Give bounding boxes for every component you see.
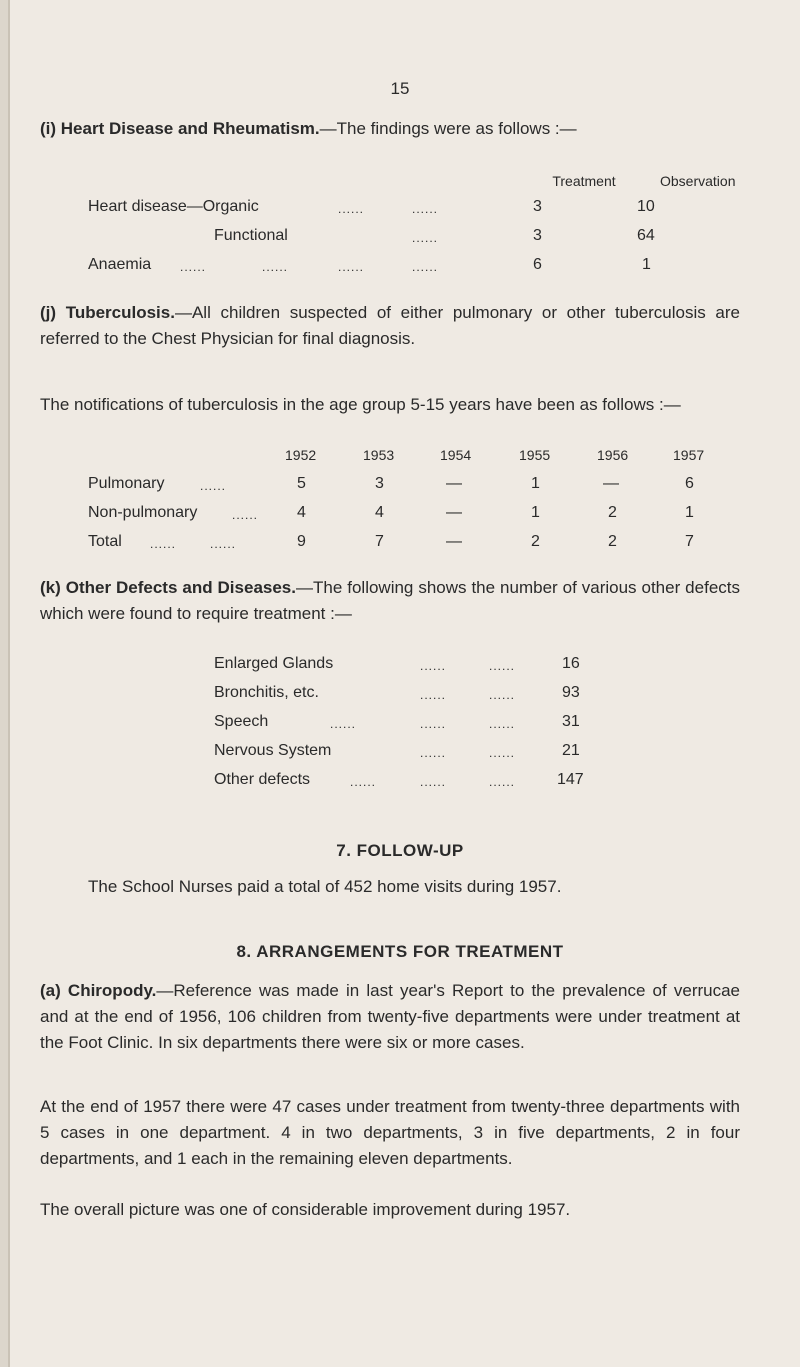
heart-col-observation: Observation bbox=[660, 173, 736, 189]
other-defects-heading: (k) Other Defects and Diseases. bbox=[40, 578, 296, 597]
tb-cell: 9 bbox=[297, 533, 306, 550]
tb-cell: — bbox=[446, 475, 462, 492]
leader-dots: ...... bbox=[338, 202, 365, 216]
leader-dots: ...... bbox=[232, 508, 259, 522]
tb-year-header: 1956 bbox=[597, 447, 629, 463]
leader-dots: ...... bbox=[200, 479, 227, 493]
leader-dots: ...... bbox=[489, 746, 516, 760]
leader-dots: ...... bbox=[262, 260, 289, 274]
other-defect-value: 147 bbox=[557, 771, 584, 788]
leader-dots: ...... bbox=[489, 659, 516, 673]
leader-dots: ...... bbox=[420, 775, 447, 789]
tb-cell: — bbox=[446, 533, 462, 550]
tb-cell: 3 bbox=[375, 475, 384, 492]
arrangements-heading: 8. ARRANGEMENTS FOR TREATMENT bbox=[236, 942, 564, 961]
follow-up-text: The School Nurses paid a total of 452 home visits during 1957. bbox=[88, 877, 562, 896]
heart-row-organic-observation: 10 bbox=[637, 198, 655, 215]
heart-disease-paragraph bbox=[40, 116, 740, 142]
heart-disease-heading: (i) Heart Disease and Rheumatism. bbox=[40, 119, 320, 138]
chiropody-heading: (a) Chiropody. bbox=[40, 981, 157, 1000]
page-number: 15 bbox=[390, 79, 410, 98]
tb-year-header: 1955 bbox=[519, 447, 551, 463]
tb-cell: 5 bbox=[297, 475, 306, 492]
tb-cell: — bbox=[446, 504, 462, 521]
other-defects-paragraph bbox=[40, 575, 740, 627]
leader-dots: ...... bbox=[420, 746, 447, 760]
other-defect-label: Speech bbox=[214, 713, 269, 730]
tb-cell: 2 bbox=[608, 533, 617, 550]
arrangements-paragraph-2: At the end of 1957 there were 47 cases under treatment from twenty-three departments with 5 cases in one department. 4 in two departments, 3 in five departments, 2 in four departments, and 1 each in the remaining eleven departments. bbox=[40, 1097, 740, 1168]
tb-row-label: Non-pulmonary bbox=[88, 504, 198, 521]
leader-dots: ...... bbox=[420, 688, 447, 702]
tb-year-header: 1952 bbox=[285, 447, 317, 463]
tuberculosis-paragraph bbox=[40, 300, 740, 352]
tb-cell: 7 bbox=[375, 533, 384, 550]
heart-row-functional-label: Functional bbox=[214, 227, 288, 244]
tb-notifications-paragraph: The notifications of tuberculosis in the age group 5-15 years have been as follows :— bbox=[40, 395, 681, 414]
leader-dots: ...... bbox=[420, 717, 447, 731]
tuberculosis-heading: (j) Tuberculosis. bbox=[40, 303, 175, 322]
leader-dots: ...... bbox=[210, 537, 237, 551]
heart-disease-text: —The findings were as follows :— bbox=[319, 119, 577, 138]
leader-dots: ...... bbox=[489, 775, 516, 789]
chiropody-text: —Reference was made in last year's Report to the prevalence of verrucae and at the end of 1956, 106 children from twenty-five departments were under treatment at the Foot Clinic. In six departments there were six or more cases. bbox=[40, 981, 741, 1052]
tb-cell: 2 bbox=[608, 504, 617, 521]
leader-dots: ...... bbox=[412, 260, 439, 274]
other-defect-value: 93 bbox=[562, 684, 580, 701]
heart-row-anaemia-observation: 1 bbox=[642, 256, 651, 273]
follow-up-heading: 7. FOLLOW-UP bbox=[336, 841, 464, 860]
leader-dots: ...... bbox=[420, 659, 447, 673]
document-page: 15 (i) Heart Disease and Rheumatism.—The findings were as follows :— Treatment Observation Heart disease—Organic ...... ...... 3 10 Functional ...... 3 64 Anaemia ...... ...... ...... ...... 6 1 (j) Tuberculosis.—All children suspected of either pulmonary or other tuberculosis are referred to the Chest Physician for final diagnosis. The notifications of tuberculosis in the age group 5-15 years have been as follows :— 1952 1953 1954 1955 1956 1957 Pulmonary ...... 5 3 — 1 — 6 Non-pulmonary ...... 4 4 — 1 2 1 Total ...... ...... 9 7 — 2 2 7 (k) Other Defects and Diseases.—The following shows the number of various other defects which were found to require treatment :— Enlarged Glands ...... ...... 16 Bronchitis, etc. ...... ...... 93 Speech ...... ...... ...... 31 Nervous System ...... ...... 21 Other defects ...... ...... ...... 147 7. FOLLOW-UP The School Nurses paid a total of 452 home visits during 1957. 8. ARRANGEMENTS FOR TREATMENT (a) Chiropody.—Reference was made in last year's Report to the prevalence of verrucae and at the end of 1956, 106 children from twenty-five departments were under treatment at the Foot Clinic. In six departments there were six or more cases. At the end of 1957 there were 47 cases under treatment from twenty-three departments with 5 cases in one department. 4 in two departments, 3 in five departments, 2 in four departments, and 1 each in the remaining eleven departments. The overall picture was one of considerable improvement during 1957. bbox=[0, 0, 800, 1367]
tb-cell: 4 bbox=[297, 504, 306, 521]
other-defect-label: Nervous System bbox=[214, 742, 332, 759]
other-defect-value: 31 bbox=[562, 713, 580, 730]
arrangements-paragraph-3: The overall picture was one of considerable improvement during 1957. bbox=[40, 1200, 571, 1219]
tb-cell: 4 bbox=[375, 504, 384, 521]
leader-dots: ...... bbox=[330, 717, 357, 731]
heart-row-functional-treatment: 3 bbox=[533, 227, 542, 244]
other-defects-text: —The following shows the number of various other defects which were found to require treatment :— bbox=[40, 578, 740, 623]
tb-cell: — bbox=[603, 475, 619, 492]
other-defect-value: 16 bbox=[562, 655, 580, 672]
tb-year-header: 1953 bbox=[363, 447, 395, 463]
tb-year-header: 1957 bbox=[673, 447, 705, 463]
other-defect-label: Other defects bbox=[214, 771, 311, 788]
heart-row-functional-observation: 64 bbox=[637, 227, 655, 244]
leader-dots: ...... bbox=[412, 231, 439, 245]
heart-row-organic-treatment: 3 bbox=[533, 198, 542, 215]
tb-cell: 7 bbox=[685, 533, 694, 550]
leader-dots: ...... bbox=[412, 202, 439, 216]
other-defect-label: Bronchitis, etc. bbox=[214, 684, 319, 701]
other-defect-label: Enlarged Glands bbox=[214, 655, 334, 672]
leader-dots: ...... bbox=[350, 775, 377, 789]
other-defect-value: 21 bbox=[562, 742, 580, 759]
heart-row-organic-label: Heart disease—Organic bbox=[88, 198, 259, 215]
tb-row-label: Pulmonary bbox=[88, 475, 165, 492]
heart-row-anaemia-label: Anaemia bbox=[88, 256, 152, 273]
tb-row-label: Total bbox=[88, 533, 122, 550]
tb-cell: 1 bbox=[685, 504, 694, 521]
chiropody-paragraph bbox=[40, 978, 740, 1056]
leader-dots: ...... bbox=[338, 260, 365, 274]
leader-dots: ...... bbox=[150, 537, 177, 551]
tb-cell: 1 bbox=[531, 475, 540, 492]
tb-cell: 6 bbox=[685, 475, 694, 492]
tb-year-header: 1954 bbox=[440, 447, 472, 463]
leader-dots: ...... bbox=[489, 688, 516, 702]
leader-dots: ...... bbox=[489, 717, 516, 731]
tuberculosis-text: —All children suspected of either pulmonary or other tuberculosis are referred to the Chest Physician for final diagnosis. bbox=[40, 303, 740, 348]
tb-cell: 2 bbox=[531, 533, 540, 550]
heart-row-anaemia-treatment: 6 bbox=[533, 256, 542, 273]
leader-dots: ...... bbox=[180, 260, 207, 274]
tb-cell: 1 bbox=[531, 504, 540, 521]
